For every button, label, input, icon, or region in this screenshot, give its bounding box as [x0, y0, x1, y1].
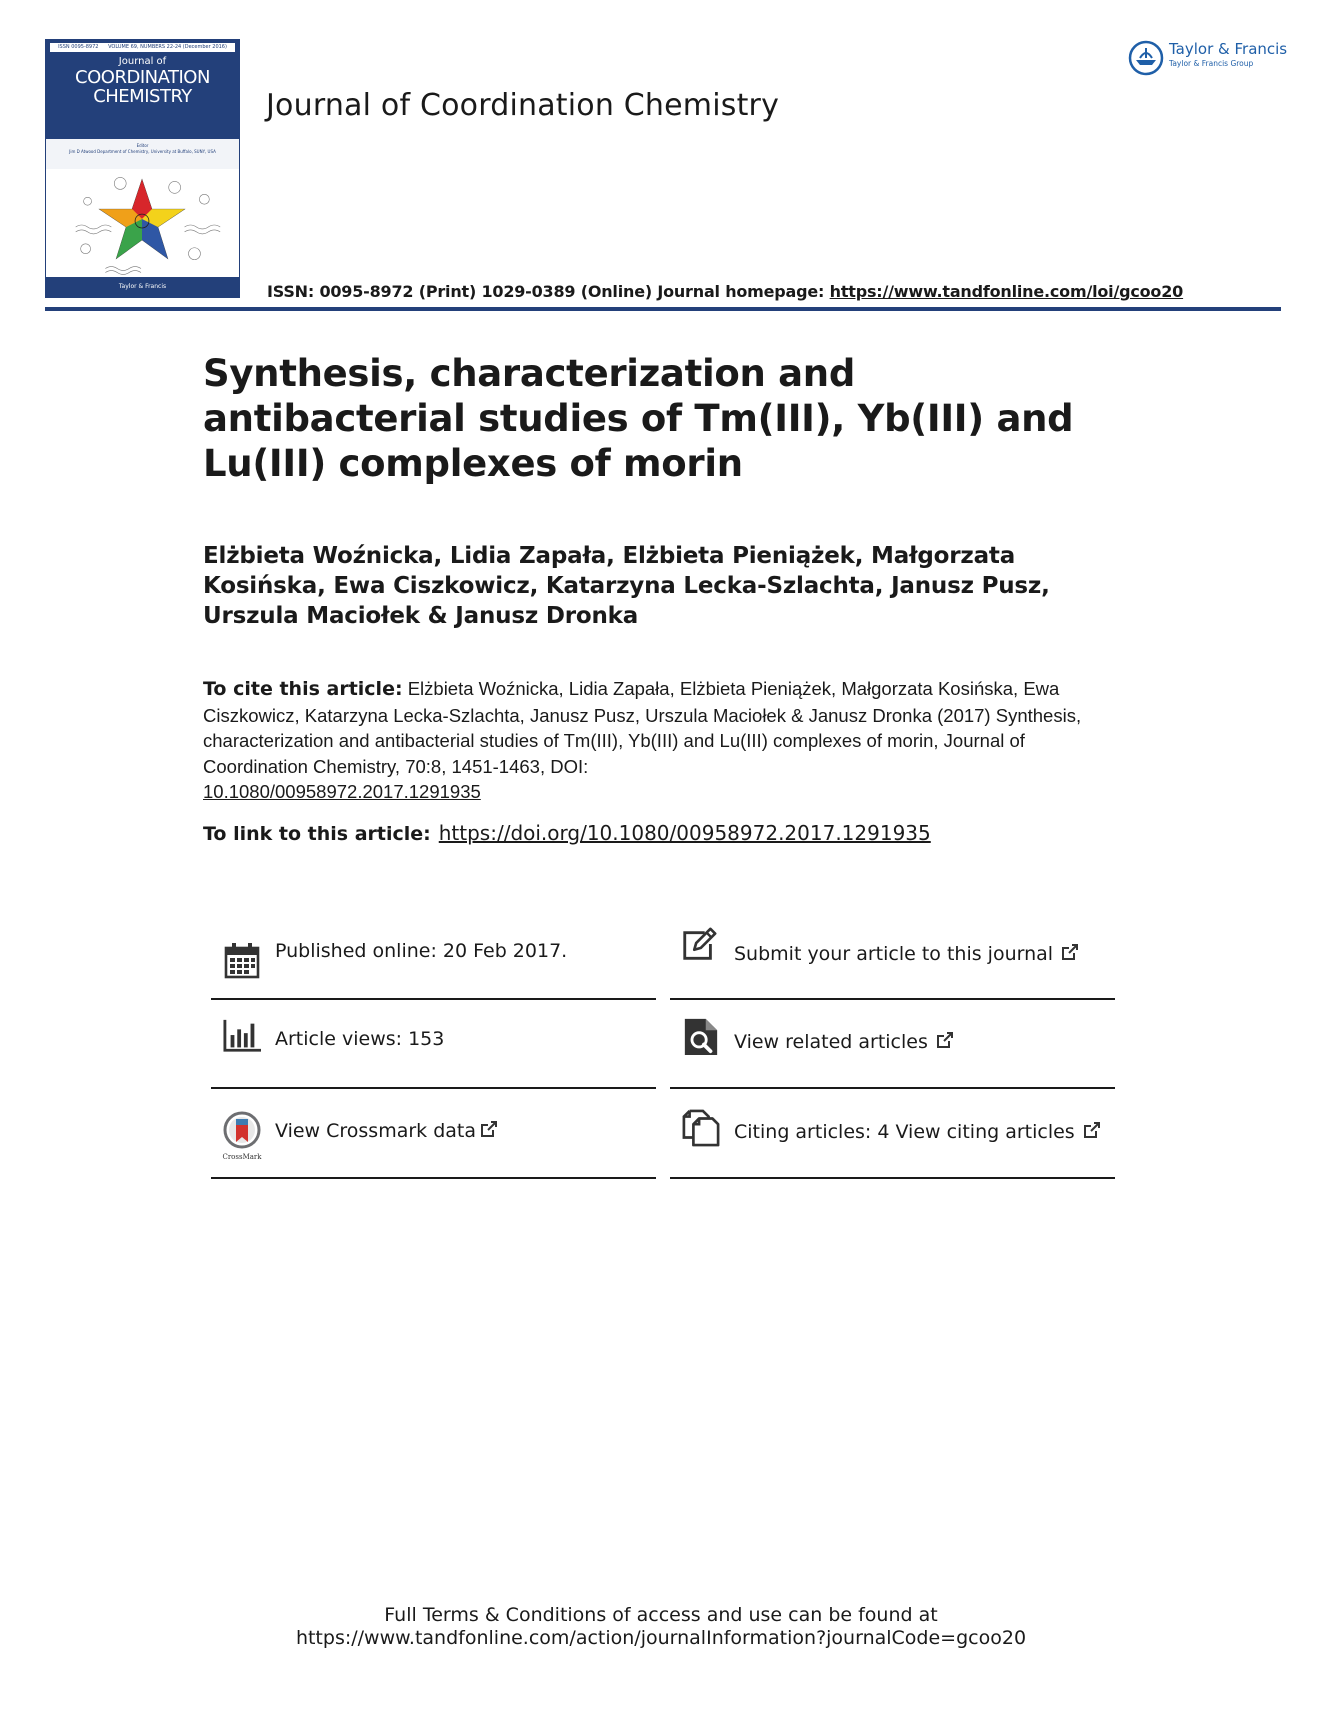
journal-homepage-link[interactable]: https://www.tandfonline.com/loi/gcoo20	[829, 282, 1184, 301]
cell-divider	[670, 998, 1115, 1000]
cover-editor-label: Editor	[136, 143, 149, 148]
cell-divider	[211, 998, 656, 1000]
calendar-icon	[223, 942, 261, 980]
publisher-group: Taylor & Francis Group	[1169, 59, 1254, 68]
crossmark-icon	[219, 1111, 265, 1149]
cell-divider	[211, 1087, 656, 1089]
cover-title-line1: COORDINATION	[75, 67, 210, 88]
header-divider	[45, 307, 1281, 311]
crossmark-badge	[219, 1111, 265, 1161]
terms-url-link[interactable]: https://www.tandfonline.com/action/journalInformation?journalCode=gcoo20	[295, 1627, 1027, 1649]
cover-issn: ISSN 0095-8972	[58, 44, 99, 50]
terms-footer	[0, 1604, 1322, 1650]
crossmark-badge-label: CrossMark	[222, 1153, 262, 1161]
cover-editor-band	[46, 139, 239, 169]
terms-line: Full Terms & Conditions of access and use can be found at	[384, 1604, 938, 1626]
related-articles-cell[interactable]	[670, 1001, 1115, 1089]
cite-doi-link[interactable]: 10.1080/00958972.2017.1291935	[203, 781, 481, 802]
published-online-text: Published online: 20 Feb 2017.	[275, 940, 568, 962]
publisher-name: Taylor & Francis	[1169, 40, 1288, 58]
cover-publisher-strip: Taylor & Francis	[46, 277, 239, 297]
cover-star-illustration	[46, 169, 239, 279]
cell-divider	[670, 1087, 1115, 1089]
link-label: To link to this article:	[203, 823, 431, 845]
article-views-text: Article views: 153	[275, 1028, 445, 1050]
external-link-icon	[1061, 943, 1079, 961]
article-title: Synthesis, characterization and antibacterial studies of Tm(III), Yb(III) and Lu(III) complexes of morin	[203, 352, 1074, 485]
related-articles-label: View related articles	[734, 1031, 928, 1053]
external-link-icon	[936, 1031, 954, 1049]
cell-divider	[670, 1177, 1115, 1179]
journal-cover-image	[45, 39, 240, 298]
cite-label: To cite this article:	[203, 678, 403, 700]
taylor-francis-logo[interactable]	[1128, 38, 1288, 78]
cite-text: Elżbieta Woźnicka, Lidia Zapała, Elżbieta Pieniążek, Małgorzata Kosińska, Ewa Ciszkowicz, Katarzyna Lecka-Szlachta, Janusz Pusz, Urszula Maciołek & Janusz Dronka (2017) Synthesis, characterization and antibacterial studies of Tm(III), Yb(III) and Lu(III) complexes of morin, Journal of Coordination Chemistry, 70:8, 1451-1463, DOI:	[203, 678, 1082, 777]
cell-divider	[211, 1177, 656, 1179]
external-link-icon	[1083, 1121, 1101, 1139]
crossmark-link[interactable]	[275, 1119, 498, 1143]
document-search-icon	[682, 1017, 720, 1055]
external-link-icon	[480, 1120, 498, 1138]
submit-article-label: Submit your article to this journal	[734, 943, 1054, 965]
cover-title	[46, 68, 239, 106]
crossmark-cell[interactable]	[211, 1091, 656, 1179]
article-authors: Elżbieta Woźnicka, Lidia Zapała, Elżbieta Pieniążek, Małgorzata Kosińska, Ewa Ciszkowicz, Katarzyna Lecka-Szlachta, Janusz Pusz, Urszula Maciołek & Janusz Dronka	[203, 543, 1050, 629]
crossmark-label: View Crossmark data	[275, 1120, 477, 1142]
issn-line	[267, 282, 1183, 302]
related-articles-link[interactable]	[734, 1030, 954, 1054]
cover-journal-of: Journal of	[118, 56, 167, 67]
article-link-row	[203, 820, 931, 847]
cover-title-block	[46, 40, 239, 139]
journal-title: Journal of Coordination Chemistry	[266, 88, 780, 123]
edit-icon	[680, 926, 718, 964]
published-online-cell	[211, 912, 656, 1000]
taylor-francis-emblem-icon	[1128, 40, 1164, 76]
submit-article-cell[interactable]	[670, 912, 1115, 1000]
cover-meta-strip	[50, 43, 235, 52]
citation-block	[203, 676, 1083, 805]
submit-article-link[interactable]	[734, 942, 1079, 966]
issn-text: ISSN: 0095-8972 (Print) 1029-0389 (Online) Journal homepage:	[267, 282, 830, 301]
cover-volume: VOLUME 69, NUMBERS 22-24 (December 2016)	[108, 44, 227, 50]
cover-editor-line: Jim D Atwood Department of Chemistry, University at Buffalo, SUNY, USA	[69, 149, 216, 154]
article-doi-link[interactable]: https://doi.org/10.1080/00958972.2017.1291935	[438, 821, 931, 845]
article-views-cell	[211, 1001, 656, 1089]
cover-title-line2: CHEMISTRY	[93, 86, 192, 107]
bar-chart-icon	[223, 1017, 261, 1055]
citing-articles-label: Citing articles: 4 View citing articles	[734, 1121, 1075, 1143]
copy-documents-icon	[682, 1109, 720, 1147]
citing-articles-cell[interactable]	[670, 1091, 1115, 1179]
citing-articles-link[interactable]	[734, 1120, 1101, 1144]
